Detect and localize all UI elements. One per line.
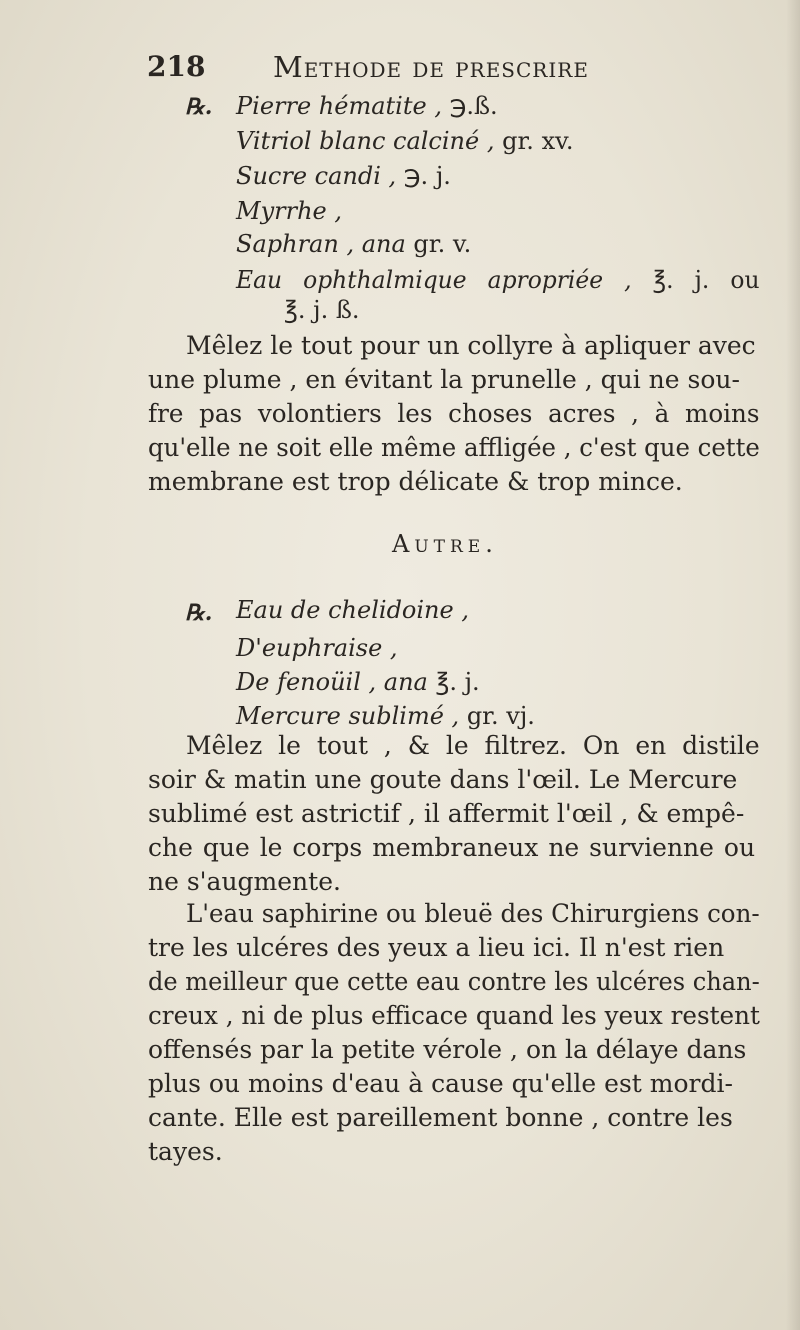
recipe-symbol: ℞. xyxy=(185,600,213,626)
recipe-line xyxy=(236,125,573,157)
page-header xyxy=(147,50,647,90)
recipe-line xyxy=(236,228,471,260)
ingredient-name: Eau de chelidoine , xyxy=(236,596,469,624)
recipe-symbol: ℞. xyxy=(185,94,213,120)
paragraph-line: plus ou moins d'eau à cause qu'elle est mordi- xyxy=(148,1069,733,1098)
paragraph-line: fre pas volontiers les choses acres , à moins xyxy=(148,399,760,428)
page-number: 218 xyxy=(147,50,206,83)
recipe-line xyxy=(236,264,760,296)
ingredient-name: De fenoüil , ana xyxy=(236,668,428,696)
recipe-line xyxy=(236,632,398,664)
ingredient-name: Myrrhe , xyxy=(236,197,342,225)
ingredient-name: Mercure sublimé , xyxy=(236,702,460,730)
paragraph-line: Mêlez le tout pour un collyre à apliquer avec xyxy=(186,331,756,360)
recipe-line xyxy=(236,195,342,227)
ingredient-dose: ℥. j. xyxy=(435,668,480,696)
running-title: Methode de prescrire xyxy=(273,50,589,84)
ingredient-name: Sucre candi , xyxy=(236,162,397,190)
paragraph-line: che que le corps membraneux ne survienne ou xyxy=(148,833,756,862)
section-heading: Autre. xyxy=(392,530,498,558)
recipe-line xyxy=(236,594,469,626)
paragraph-line: Mêlez le tout , & le filtrez. On en distile xyxy=(186,731,760,760)
paragraph-line: membrane est trop délicate & trop mince. xyxy=(148,467,683,496)
ingredient-name: Vitriol blanc calciné , xyxy=(236,127,495,155)
ingredient-dose: gr. xv. xyxy=(502,127,574,155)
paragraph-line: de meilleur que cette eau contre les ulcéres chan- xyxy=(148,967,760,996)
ingredient-dose: gr. vj. xyxy=(466,702,535,730)
ingredient-dose: ℥. j. ou xyxy=(652,266,760,294)
paragraph-line: tre les ulcéres des yeux a lieu ici. Il n'est rien xyxy=(148,933,725,962)
recipe-line xyxy=(236,90,498,122)
ingredient-name: Saphran , ana xyxy=(236,230,406,258)
recipe-line xyxy=(236,160,451,192)
paragraph-line: sublimé est astrictif , il affermit l'œil , & empê- xyxy=(148,799,745,828)
recipe-line xyxy=(284,294,359,326)
paragraph-line: creux , ni de plus efficace quand les yeux restent xyxy=(148,1001,760,1030)
ingredient-dose: ℈.ß. xyxy=(449,92,498,120)
ingredient-name: Pierre hématite , xyxy=(236,92,442,120)
paragraph-line: ne s'augmente. xyxy=(148,867,341,896)
ingredient-dose: ℈. j. xyxy=(403,162,451,190)
paragraph-line: offensés par la petite vérole , on la délaye dans xyxy=(148,1035,747,1064)
paragraph-line: tayes. xyxy=(148,1137,223,1166)
page-edge-shadow xyxy=(786,0,800,1330)
paragraph-line: une plume , en évitant la prunelle , qui ne sou- xyxy=(148,365,740,394)
recipe-line xyxy=(236,700,535,732)
ingredient-dose: ℥. j. ß. xyxy=(284,296,360,324)
ingredient-dose: gr. v. xyxy=(413,230,472,258)
ingredient-name: D'euphraise , xyxy=(236,634,398,662)
recipe-line xyxy=(236,666,480,698)
paragraph-line: soir & matin une goute dans l'œil. Le Mercure xyxy=(148,765,738,794)
ingredient-name: Eau ophthalmique apropriée , xyxy=(236,266,632,294)
paragraph-line: cante. Elle est pareillement bonne , contre les xyxy=(148,1103,733,1132)
paragraph-line: L'eau saphirine ou bleuë des Chirurgiens con- xyxy=(186,899,760,928)
paragraph-line: qu'elle ne soit elle même affligée , c'est que cette xyxy=(148,433,760,462)
